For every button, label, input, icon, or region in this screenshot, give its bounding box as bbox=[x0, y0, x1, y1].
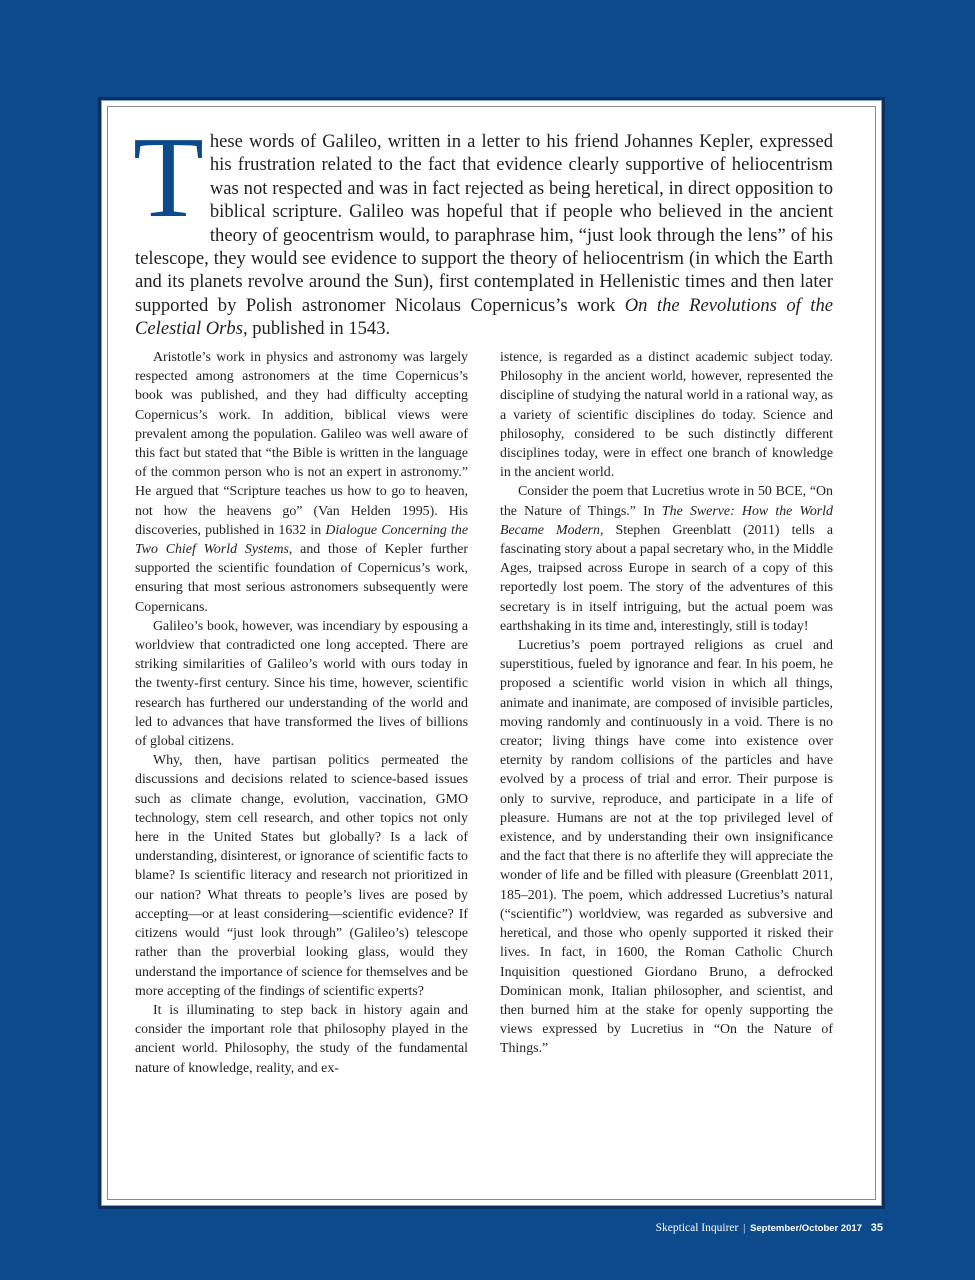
left-paragraph-4: It is illuminating to step back in history again and consider the important role that philosophy played in the ancient world. Philosophy, the study of the fundamental nature of knowledge, reality, and ex- bbox=[135, 1002, 468, 1076]
lead-paragraph bbox=[133, 114, 833, 341]
right-p1-end: , Stephen Greenblatt (2011) tells a fascinating story about a papal secretary who, in the Middle Ages, traipsed across Europe in search of a copy of this reportedly lost poem. The story of the adventures of this secretary is in itself intriguing, but the actual poem was earthshaking in its time and, interestingly, still is today! bbox=[500, 522, 833, 634]
left-paragraph-3: Why, then, have partisan politics permeated the discussions and decisions related to science-based issues such as climate change, evolution, vaccination, GMO technology, stem cell research, and other topics not only here in the United States but globally? Is a lack of understanding, disinterest, or ignorance of scientific facts to blame? Is scientific literacy and research not prioritized in our nation? What threats to people’s lives are posed by accepting—or at least considering—scientific evidence? If citizens would “just look through” (Galileo’s) telescope rather than the proverbial looking glass, would they understand the importance of science for themselves and be more accepting of the findings of scientific experts? bbox=[135, 753, 468, 999]
left-p1-title: Dialogue Concerning the Two Chief World Systems bbox=[135, 522, 469, 558]
left-paragraph-2: Galileo’s book, however, was incendiary by espousing a worldview that contradicted one long accepted. There are striking similarities of Galileo’s world with ours today in the twenty-first century. Since his time, however, scientific research has furthered our understanding of the world and led to advances that have transformed the lives of billions of global citizens. bbox=[135, 618, 468, 750]
issue-date: September/October 2017 bbox=[750, 1223, 862, 1234]
right-paragraph-1 bbox=[500, 482, 833, 636]
right-paragraph-continued: istence, is regarded as a distinct academic subject today. Philosophy in the ancient world, however, represented the discipline of studying the natural world in a rational way, as a variety of scientific disciplines do today. Science and philosophy, considered to be such distinctly different disciplines today, were in effect one branch of knowledge in the ancient world. bbox=[500, 350, 833, 481]
right-paragraph-2: Lucretius’s poem portrayed religions as cruel and superstitious, fueled by ignorance and fear. In his poem, he proposed a scientific world vision in which all things, animate and inanimate, are composed of invisible particles, moving randomly and continuously in a void. There is no creator; living things have come into existence over eternity by random collisions of the particles and have evolved by a process of trial and error. Their purpose is only to survive, reproduce, and participate in a life of pleasure. Humans are not at the top privileged level of existence, and by understanding their own insignificance and the fact that there is no afterlife they will appreciate the wonder of life and be filled with pleasure (Greenblatt 2011, 185–201). The poem, which addressed Lucretius’s natural (“scientific”) worldview, was regarded as subversive and heretical, and those who openly supported it risked their lives. In fact, in 1600, the Roman Catholic Church Inquisition questioned Giordano Bruno, a defrocked Dominican monk, Italian philosopher, and scientist, and then burned him at the stake for openly supporting the views expressed by Lucretius in “On the Nature of Things.” bbox=[500, 638, 833, 1057]
body-columns bbox=[135, 348, 833, 1078]
article-page bbox=[98, 97, 885, 1209]
left-p1-end: , and those of Kepler further supported the scientific foundation of Copernicus’s work, ensuring that most serious astronomers subsequently were Copernicans. bbox=[135, 542, 468, 615]
left-column bbox=[135, 348, 468, 1078]
lead-text: hese words of Galileo, written in a letter to his friend Johannes Kepler, expressed his frustration related to the fact that evidence clearly supportive of heliocentrism was not respected and was in fact rejected as being heretical, in direct opposition to biblical scripture. Galileo was hopeful that if people who believed in the ancient theory of geocentrism would, to paraphrase him, “just look through the lens” of his telescope, they would see evidence to support the theory of heliocentrism (in which the Earth and its planets revolve around the Sun), first contemplated in Hellenistic times and then later supported by Polish astronomer Nicolaus Copernicus’s work bbox=[135, 131, 833, 316]
page-number: 35 bbox=[870, 1222, 883, 1234]
left-paragraph-1 bbox=[135, 348, 468, 617]
footer-separator: | bbox=[743, 1222, 746, 1234]
left-p1-text: Aristotle’s work in physics and astronomy was largely respected among astronomers at the time Copernicus’s book was published, and they had difficulty accepting Copernicus’s work. In addition, biblical views were prevalent among the population. Galileo was well aware of this fact but stated that “the Bible is written in the language of the common person who is not an expert in astronomy.” He argued that “Scripture teaches us how to go to heaven, not how the heavens go” (Van Helden 1995). His discoveries, published in 1632 in bbox=[135, 350, 468, 538]
right-p1-text: Consider the poem that Lucretius wrote in 50 BCE, “On the Nature of Things.” In bbox=[500, 484, 833, 519]
page-footer bbox=[656, 1222, 883, 1234]
drop-cap: T bbox=[133, 114, 204, 242]
right-column bbox=[500, 348, 833, 1078]
lead-text-end: , published in 1543. bbox=[242, 318, 391, 340]
magazine-name: Skeptical Inquirer bbox=[655, 1222, 739, 1234]
right-p1-title: The Swerve: How the World Became Modern bbox=[500, 503, 833, 538]
lead-book-title: On the Revolutions of the Celestial Orbs bbox=[135, 294, 833, 340]
